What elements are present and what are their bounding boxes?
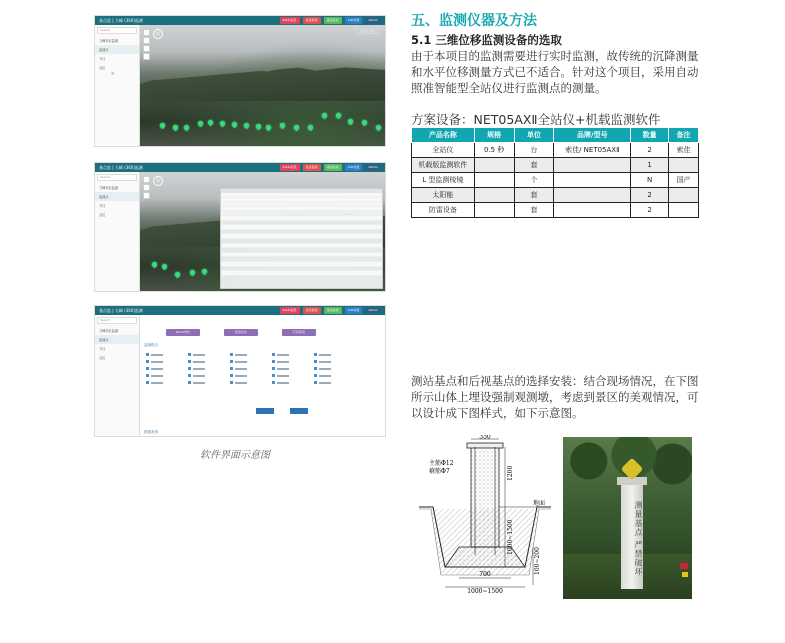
- sidebar-tree-item[interactable]: 监测点: [95, 192, 139, 201]
- point-checkbox[interactable]: [272, 374, 275, 377]
- zoom-out-icon[interactable]: [143, 37, 150, 44]
- app-topbar: [95, 306, 385, 315]
- point-checkbox[interactable]: [146, 381, 149, 384]
- table-cell: [669, 188, 699, 203]
- topbar-pill[interactable]: 100台数: [345, 307, 363, 314]
- point-checkbox[interactable]: [272, 353, 275, 356]
- table-row: [412, 203, 699, 218]
- app-brand: 基点监 | 九峰 (360)监测: [99, 308, 143, 313]
- checkbox-label: [151, 368, 163, 370]
- print-report-button[interactable]: 打印报表: [282, 329, 316, 336]
- software-screenshot-form: [94, 305, 386, 437]
- monitoring-point-pin-icon[interactable]: [174, 271, 181, 278]
- point-checkbox[interactable]: [272, 381, 275, 384]
- monitoring-point-pin-icon[interactable]: [172, 124, 179, 131]
- point-checkbox[interactable]: [146, 353, 149, 356]
- checkbox-label: [235, 354, 247, 356]
- sidebar-search-input[interactable]: Search: [97, 317, 137, 324]
- table-cell: 太阳能: [412, 188, 475, 203]
- monitoring-point-pin-icon[interactable]: [321, 112, 328, 119]
- checkbox-label: [193, 382, 205, 384]
- sidebar-tree-item[interactable]: 监测点: [95, 45, 139, 54]
- monitoring-point-pin-icon[interactable]: [307, 124, 314, 131]
- reset-button[interactable]: [290, 408, 308, 414]
- pan-icon[interactable]: [143, 45, 150, 52]
- table-cell: 2: [631, 143, 669, 158]
- monitoring-point-pin-icon[interactable]: [361, 119, 368, 126]
- checkbox-label: [235, 375, 247, 377]
- monitoring-point-pin-icon[interactable]: [335, 112, 342, 119]
- topbar-pill[interactable]: 100台数: [345, 17, 363, 24]
- table-header-cell: 单位: [514, 128, 554, 143]
- checkbox-label: [235, 382, 247, 384]
- table-cell: 套: [514, 188, 554, 203]
- topbar-pill[interactable]: 100台数: [345, 164, 363, 171]
- layer-icon[interactable]: [143, 53, 150, 60]
- label-ground: 地面: [533, 500, 546, 507]
- software-screenshot-table: [94, 162, 386, 292]
- yellow-marker: [682, 572, 688, 577]
- table-header-cell: 品牌/型号: [554, 128, 631, 143]
- data-table-row[interactable]: [221, 271, 382, 276]
- table-cell: [554, 203, 631, 218]
- mountain-ridge: [140, 59, 385, 101]
- table-row: [412, 173, 699, 188]
- table-cell: 国产: [669, 173, 699, 188]
- app-sidebar: [95, 315, 140, 436]
- station-paragraph: 测站基点和后视基点的选择安装：结合现场情况，在下图所示山体上埋设强制观测墩，考虑到景区的美观情况，可以设计成下图样式，如下示意图。: [411, 374, 699, 420]
- app-brand: 基点监 | 九峰 (360)监测: [99, 165, 143, 170]
- checkbox-label: [277, 382, 289, 384]
- table-cell: [669, 158, 699, 173]
- point-checkbox[interactable]: [188, 353, 191, 356]
- form-section-title: 监测报告: [144, 343, 158, 347]
- monitoring-point-pin-icon[interactable]: [197, 120, 204, 127]
- topbar-pill[interactable]: 4(44)信息: [280, 307, 300, 314]
- table-cell: [474, 173, 514, 188]
- topbar-pill[interactable]: 在线监控: [303, 17, 321, 24]
- point-checkbox[interactable]: [146, 374, 149, 377]
- form-section-title: 数据查询: [144, 430, 158, 434]
- table-cell: [474, 158, 514, 173]
- point-checkbox[interactable]: [230, 367, 233, 370]
- excel-export-button[interactable]: Excel导出: [166, 329, 200, 336]
- checkbox-label: [235, 361, 247, 363]
- checkbox-label: [319, 375, 331, 377]
- point-checkbox[interactable]: [230, 374, 233, 377]
- dim-top-width: 350: [479, 435, 491, 441]
- label-stirrup: 箍筋Φ7: [429, 468, 450, 475]
- section-heading: 五、监测仪器及方法: [411, 13, 537, 29]
- sidebar-tree-item[interactable]: 今日: [99, 204, 106, 208]
- point-checkbox[interactable]: [188, 367, 191, 370]
- app-topbar: [95, 16, 385, 25]
- zoom-out-icon[interactable]: [143, 184, 150, 191]
- dim-depth: 1000~1500: [507, 519, 514, 555]
- table-cell: 套: [514, 203, 554, 218]
- dim-base-inner: 700: [479, 571, 491, 578]
- point-checkbox[interactable]: [146, 360, 149, 363]
- map-view[interactable]: [140, 172, 385, 291]
- zoom-in-icon[interactable]: [143, 29, 150, 36]
- checkbox-label: [319, 368, 331, 370]
- app-topbar: [95, 163, 385, 172]
- pan-icon[interactable]: [143, 192, 150, 199]
- table-row: [412, 158, 699, 173]
- map-tools: [143, 29, 148, 61]
- monitoring-point-pin-icon[interactable]: [255, 123, 262, 130]
- red-marker: [680, 563, 688, 569]
- checkbox-label: [277, 354, 289, 356]
- table-header-cell: 产品名称: [412, 128, 475, 143]
- point-checkbox[interactable]: [272, 360, 275, 363]
- checkbox-label: [151, 375, 163, 377]
- monitoring-point-pin-icon[interactable]: [151, 261, 158, 268]
- table-cell: 防雷设备: [412, 203, 475, 218]
- table-header-cell: 数量: [631, 128, 669, 143]
- sidebar-search-input[interactable]: Search: [97, 174, 137, 181]
- point-checkbox[interactable]: [188, 360, 191, 363]
- monitoring-point-pin-icon[interactable]: [347, 118, 354, 125]
- query-button[interactable]: [256, 408, 274, 414]
- monitoring-point-pin-icon[interactable]: [243, 122, 250, 129]
- pier-top-plate: [467, 443, 503, 448]
- subsection-heading: 5.1 三维位移监测设备的选取: [411, 33, 562, 47]
- map-view[interactable]: [140, 25, 385, 146]
- zoom-in-icon[interactable]: [143, 176, 150, 183]
- table-cell: 2: [631, 188, 669, 203]
- equipment-table: [411, 127, 699, 218]
- monitoring-point-pin-icon[interactable]: [159, 122, 166, 129]
- table-cell: N: [631, 173, 669, 188]
- topbar-pill[interactable]: 基站监控: [324, 164, 342, 171]
- point-checkbox[interactable]: [188, 374, 191, 377]
- topbar-pill[interactable]: Admin: [365, 307, 381, 314]
- table-cell: [474, 188, 514, 203]
- pier-photo: [563, 437, 692, 599]
- monitoring-point-pin-icon[interactable]: [183, 124, 190, 131]
- table-cell: 个: [514, 173, 554, 188]
- dim-height: 1200: [507, 465, 514, 481]
- point-checkbox[interactable]: [314, 374, 317, 377]
- checkbox-label: [319, 382, 331, 384]
- table-cell: [474, 203, 514, 218]
- observation-pier-diagram: [415, 435, 555, 595]
- screenshots-caption: 软件界面示意图: [200, 450, 270, 461]
- sidebar-search-input[interactable]: Search: [97, 27, 137, 34]
- point-checkbox[interactable]: [188, 381, 191, 384]
- software-screenshot-map: [94, 15, 386, 147]
- point-checkbox[interactable]: [314, 360, 317, 363]
- table-cell: 台: [514, 143, 554, 158]
- checkbox-label: [193, 361, 205, 363]
- sidebar-tree-item[interactable]: 监测点: [95, 335, 139, 344]
- point-checkbox[interactable]: [230, 353, 233, 356]
- data-table-panel[interactable]: [220, 188, 383, 289]
- monitoring-point-pin-icon[interactable]: [375, 124, 382, 131]
- table-cell: [669, 203, 699, 218]
- topbar-pill[interactable]: 在线监控: [303, 307, 321, 314]
- monitoring-point-pin-icon[interactable]: [265, 124, 272, 131]
- sidebar-tree-item[interactable]: 九峰项目监测: [99, 39, 119, 43]
- weather-sun-icon: ☼: [154, 177, 162, 185]
- point-checkbox[interactable]: [314, 381, 317, 384]
- checkbox-label: [277, 368, 289, 370]
- checkbox-label: [277, 361, 289, 363]
- topbar-pill[interactable]: Admin: [365, 164, 381, 171]
- point-checkbox[interactable]: [272, 367, 275, 370]
- point-checkbox[interactable]: [230, 381, 233, 384]
- topbar-pill[interactable]: 基站监控: [324, 17, 342, 24]
- monitoring-point-pin-icon[interactable]: [207, 119, 214, 126]
- point-checkbox[interactable]: [146, 367, 149, 370]
- checkbox-label: [235, 368, 247, 370]
- sidebar-tree-item[interactable]: 九峰项目监测: [99, 329, 119, 333]
- sidebar-tree-item[interactable]: 九峰项目监测: [99, 186, 119, 190]
- sidebar-tree-item[interactable]: 点位: [99, 213, 106, 217]
- sidebar-tree-item[interactable]: 今日: [99, 57, 106, 61]
- table-cell: 机载版监测软件: [412, 158, 475, 173]
- table-header-row: [412, 128, 699, 143]
- checkbox-label: [151, 382, 163, 384]
- report-export-button[interactable]: 报表导出: [224, 329, 258, 336]
- table-cell: 套: [514, 158, 554, 173]
- collapse-icon[interactable]: «: [111, 71, 115, 77]
- app-sidebar: [95, 25, 140, 146]
- monitoring-point-pin-icon[interactable]: [189, 269, 196, 276]
- table-header-cell: 备注: [669, 128, 699, 143]
- table-cell: [554, 188, 631, 203]
- topbar-pill[interactable]: 4(44)信息: [280, 17, 300, 24]
- weather-sun-icon: ☼: [154, 30, 162, 38]
- sidebar-tree-item[interactable]: 点位: [99, 356, 106, 360]
- report-form: [140, 315, 385, 436]
- dim-base-outer: 1000~1500: [467, 588, 503, 595]
- monitoring-point-pin-icon[interactable]: [279, 122, 286, 129]
- app-sidebar: [95, 172, 140, 291]
- sidebar-tree-item[interactable]: 今日: [99, 347, 106, 351]
- checkbox-label: [151, 361, 163, 363]
- checkbox-label: [319, 361, 331, 363]
- monitoring-point-pin-icon[interactable]: [201, 268, 208, 275]
- checkbox-label: [277, 375, 289, 377]
- monitoring-point-pin-icon[interactable]: [219, 120, 226, 127]
- topbar-pill[interactable]: 基站监控: [324, 307, 342, 314]
- topbar-pill[interactable]: 4(44)信息: [280, 164, 300, 171]
- table-row: [412, 143, 699, 158]
- table-cell: [554, 173, 631, 188]
- scheme-line: 方案设备：NET05AXⅡ全站仪+机载监测软件: [411, 112, 661, 127]
- table-cell: 索佳/ NET05AXⅡ: [554, 143, 631, 158]
- table-cell: L 型监测棱镜: [412, 173, 475, 188]
- checkbox-label: [319, 354, 331, 356]
- dim-base-height: 100~200: [534, 547, 541, 575]
- monitoring-point-pin-icon[interactable]: [161, 263, 168, 270]
- map-label: 监测点视图: [356, 28, 379, 34]
- point-checkbox[interactable]: [314, 353, 317, 356]
- sidebar-tree-item[interactable]: 点位: [99, 66, 106, 70]
- topbar-pill[interactable]: 在线监控: [303, 164, 321, 171]
- monitoring-point-pin-icon[interactable]: [293, 124, 300, 131]
- table-cell: 索佳: [669, 143, 699, 158]
- map-tools: [143, 176, 148, 200]
- table-cell: 2: [631, 203, 669, 218]
- topbar-pill[interactable]: Admin: [365, 17, 381, 24]
- checkbox-label: [193, 354, 205, 356]
- table-cell: 1: [631, 158, 669, 173]
- intro-paragraph: 由于本项目的监测需要进行实时监测，故传统的沉降测量和水平位移测量方式已不适合。针对这个项目，采用自动照准智能型全站仪进行监测点的测量。: [411, 49, 699, 95]
- table-header-cell: 规格: [474, 128, 514, 143]
- point-checkbox[interactable]: [230, 360, 233, 363]
- point-checkbox[interactable]: [314, 367, 317, 370]
- checkbox-label: [151, 354, 163, 356]
- table-cell: 0.5 秒: [474, 143, 514, 158]
- checkbox-label: [193, 368, 205, 370]
- monitoring-point-pin-icon[interactable]: [231, 121, 238, 128]
- app-brand: 基点监 | 九峰 (360)监测: [99, 18, 143, 23]
- checkbox-label: [193, 375, 205, 377]
- table-cell: [554, 158, 631, 173]
- table-cell: 全站仪: [412, 143, 475, 158]
- label-main-rebar: 主筋Φ12: [429, 460, 454, 467]
- table-row: [412, 188, 699, 203]
- pillar-inscription: 测量基点 严禁破坏: [634, 501, 643, 577]
